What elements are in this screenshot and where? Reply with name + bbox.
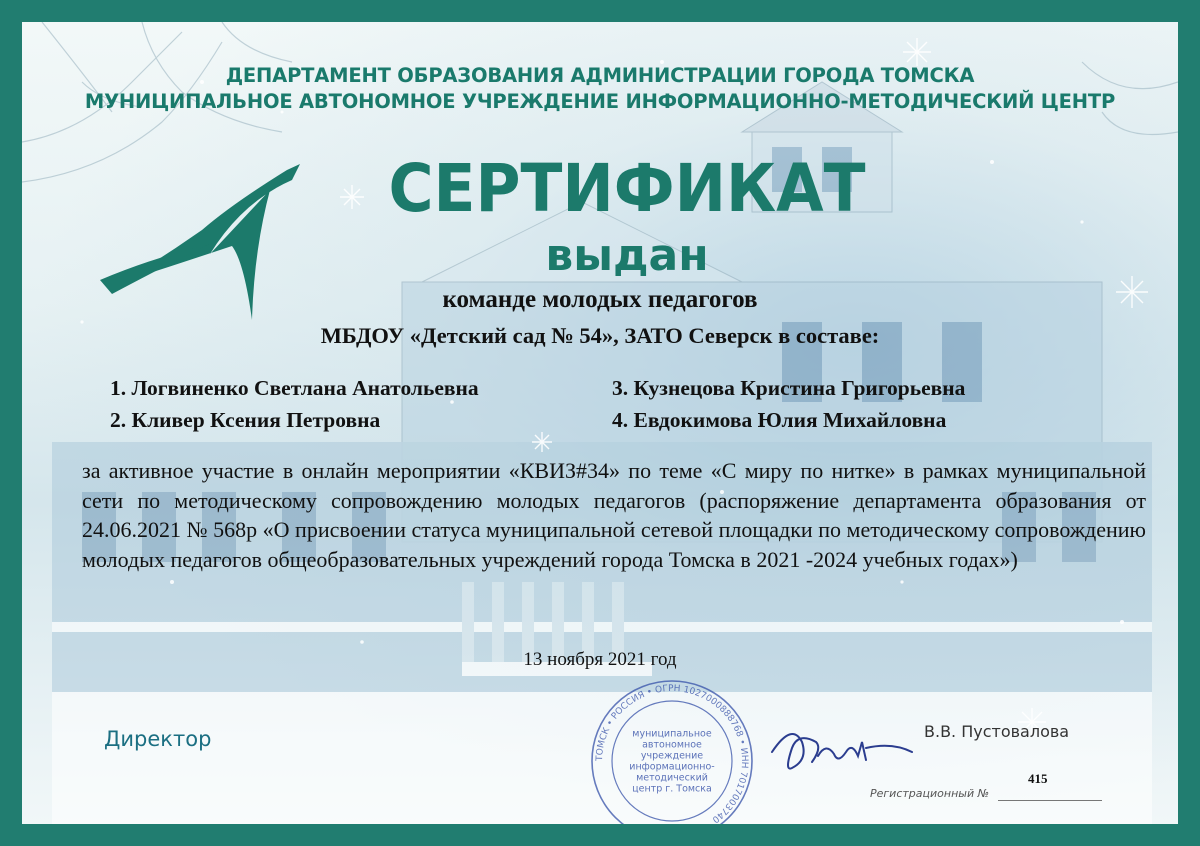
seal-line: методический [636,772,708,784]
seal-line: автономное [642,739,702,751]
member-1: 1. Логвиненко Светлана Анатольевна [110,376,479,400]
seal-line: центр г. Томска [632,783,712,795]
registration-underline [998,800,1102,801]
seal-line: информационно- [629,761,715,773]
official-seal-icon [582,677,762,824]
seal-line: учреждение [640,750,704,762]
certificate-title: СЕРТИФИКАТ [388,150,866,227]
member-2: 2. Кливер Ксения Петровна [110,408,381,432]
svg-text:ТОМСК • РОССИЯ • ОГРН 10270008: ТОМСК • РОССИЯ • ОГРН 1027000888768 • ИНН 7017003740 [594,683,750,825]
certificate-body [22,22,1178,824]
seal-line: муниципальное [632,728,712,740]
signer-name: В.В. Пустовалова [924,722,1070,741]
member-4: 4. Евдокимова Юлия Михайловна [612,408,947,432]
director-label: Директор [104,727,212,751]
registration-label: Регистрационный № [870,787,990,800]
award-description: за активное участие в онлайн мероприятии «КВИЗ#34» по теме «С миру по нитке» в рамках муниципальной сети по методическому сопровождению молодых педагогов (распоряжение департамента образования от 24.06.2021 № 568р «О присвоении статуса муниципальной сетевой площадки по методическому сопровождению молодых педагогов общеобразовательных учреждений города Томска в 2021 -2024 учебных годах») [82,458,1146,572]
member-3: 3. Кузнецова Кристина Григорьевна [612,376,966,400]
header-department: ДЕПАРТАМЕНТ ОБРАЗОВАНИЯ АДМИНИСТРАЦИИ ГОРОДА ТОМСКА [225,64,975,87]
issue-date: 13 ноября 2021 год [523,649,677,670]
certificate-issued: выдан [545,230,709,281]
organization-line: МБДОУ «Детский сад № 54», ЗАТО Северск в составе: [320,323,880,348]
recipient-line: команде молодых педагогов [442,286,758,313]
registration-number: 415 [1028,771,1048,786]
header-institution: МУНИЦИПАЛЬНОЕ АВТОНОМНОЕ УЧРЕЖДЕНИЕ ИНФОРМАЦИОННО-МЕТОДИЧЕСКИЙ ЦЕНТР [84,90,1116,113]
signature-icon [762,712,922,792]
